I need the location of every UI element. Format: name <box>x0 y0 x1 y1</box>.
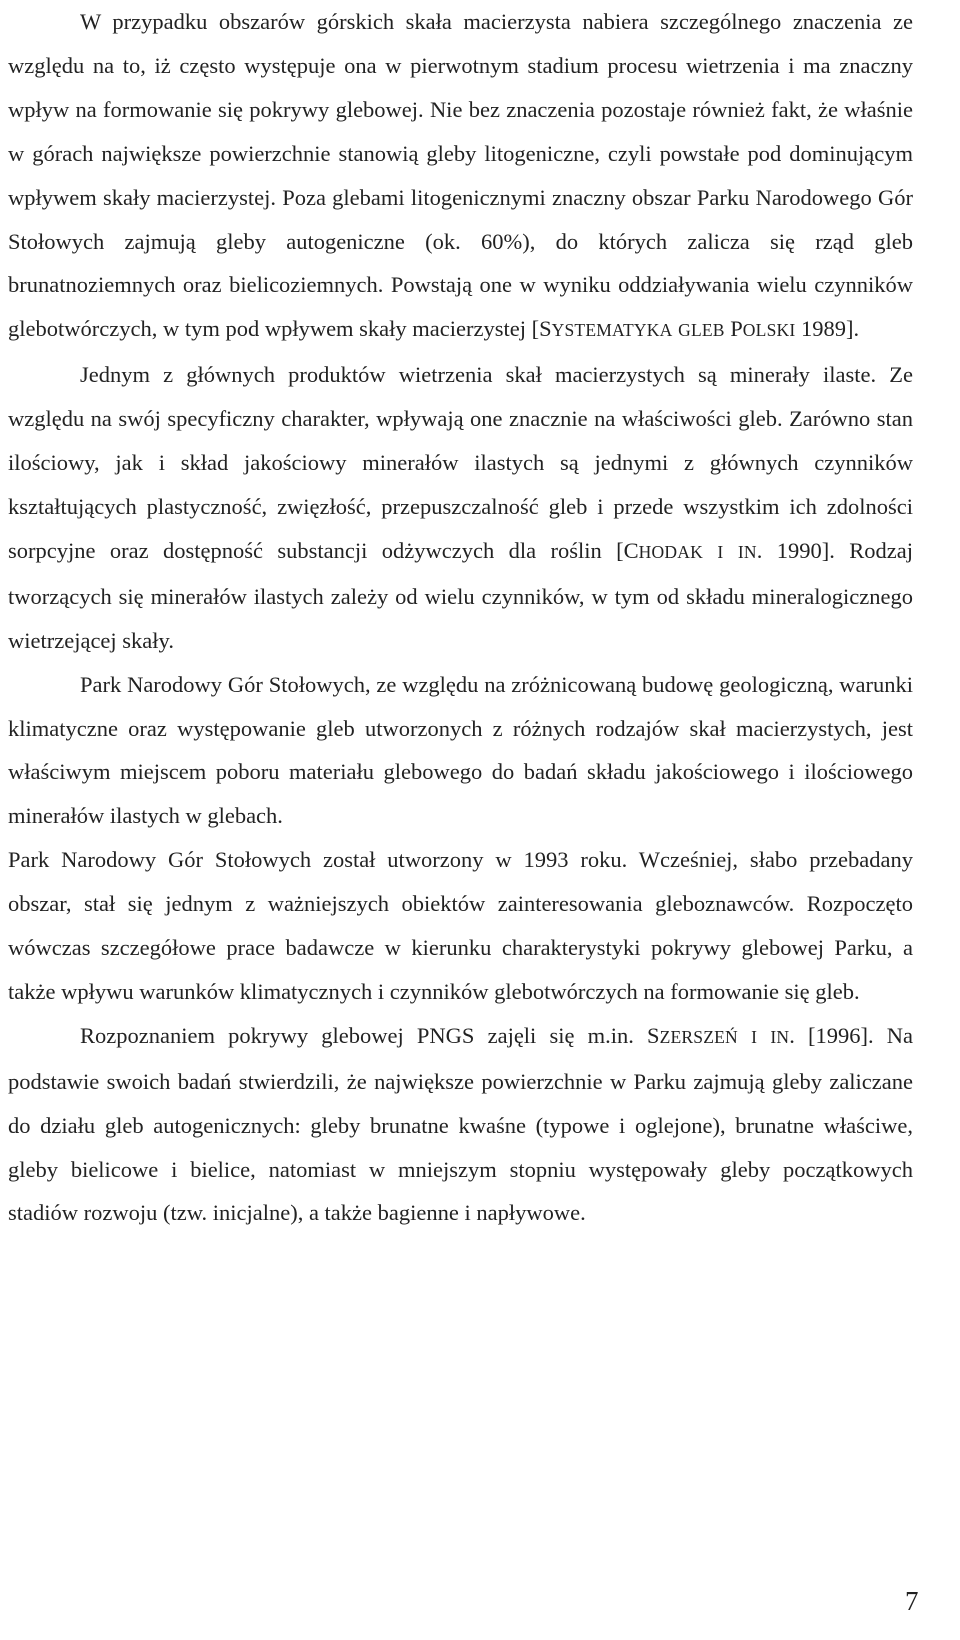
document-page <box>8 0 913 1235</box>
text-run: P <box>724 316 743 342</box>
text-run: Rozpoznaniem pokrywy glebowej PNGS zajęli się m.in. S <box>80 1022 660 1048</box>
small-caps-run: YSTEMATYKA <box>551 320 673 341</box>
paragraph-3 <box>8 663 913 839</box>
text-run: Park Narodowy Gór Stołowych, ze względu na zróżnicowaną budowę geologiczną, warunki klimatyczne oraz występowanie gleb utworzonych z różnych rodzajów skał macierzystych, jest właściwym miejscem poboru materiału glebowego do badań składu jakościowego i ilościowego minerałów ilastych w glebach. <box>8 671 913 829</box>
paragraph-5 <box>8 1014 913 1236</box>
small-caps-run: I <box>717 541 724 562</box>
small-caps-run: ZERSZEŃ <box>659 1026 738 1047</box>
paragraph-2 <box>8 353 913 662</box>
text-run <box>757 1023 770 1048</box>
text-run: Park Narodowy Gór Stołowych został utworzony w 1993 roku. Wcześniej, słabo przebadany obszar, stał się jednym z ważniejszych obiektów zainteresowania gleboznawców. Rozpoczęto wówczas szczegółowe prace badawcze w kierunku charakterystyki pokrywy glebowej Parku, a także wpływu warunków klimatycznych i czynników glebotwórczych na formowanie się gleb. <box>8 847 913 1004</box>
small-caps-run: HODAK <box>638 541 703 562</box>
text-run: Jednym z głównych produktów wietrzenia skał macierzystych są minerały ilaste. Ze względu na swój specyficzny charakter, wpływają one znacznie na właściwości gleb. Zarówno stan ilościowy, jak i skład jakościowy minerałów ilastych są jednymi z głównych czynników kształtujących plastyczność, zwięzłość, przepuszczalność gleb i przede wszystkim ich zdolności sorpcyjne oraz dostępność substancji odżywczych dla roślin [C <box>8 362 913 563</box>
page-number: 7 <box>905 1586 919 1616</box>
text-run <box>703 538 717 563</box>
text-run <box>738 1023 751 1048</box>
small-caps-run: OLSKI <box>742 320 796 341</box>
small-caps-run: IN <box>770 1026 790 1047</box>
text-run: . 1990]. Rodzaj tworzących się minerałów ilastych zależy od wielu czynników, w tym od składu mineralogicznego wietrzejącej skały. <box>8 537 914 653</box>
text-run: . [1996]. Na podstawie swoich badań stwierdzili, że największe powierzchnie w Parku zajmują gleby zaliczane do działu gleb autogenicznych: gleby brunatne kwaśne (typowe i oglejone), brunatne właściwe, gleby bielicowe i bielice, natomiast w mniejszym stopniu występowały gleby początkowych stadiów rozwoju (tzw. inicjalne), a także bagienne i napływowe. <box>8 1022 914 1226</box>
paragraph-4 <box>8 838 913 1014</box>
small-caps-run: I <box>751 1026 758 1047</box>
text-run: W przypadku obszarów górskich skała macierzysta nabiera szczególnego znaczenia ze względu na to, iż często występuje ona w pierwotnym stadium procesu wietrzenia i ma znaczny wpływ na formowanie się pokrywy glebowej. Nie bez znaczenia pozostaje również fakt, że właśnie w górach największe powierzchnie stanowią gleby litogeniczne, czyli powstałe pod dominującym wpływem skały macierzystej. Poza glebami litogenicznymi znaczny obszar Parku Narodowego Gór Stołowych zajmują gleby autogeniczne (ok. 60%), do których zalicza się rząd gleb brunatnoziemnych oraz bielicoziemnych. Powstają one w wyniku oddziaływania wielu czynników glebotwórczych, w tym pod wpływem skały macierzystej [S <box>8 9 913 342</box>
paragraph-1 <box>8 0 913 353</box>
small-caps-run: GLEB <box>678 320 725 341</box>
small-caps-run: IN <box>737 541 757 562</box>
text-run: 1989]. <box>795 316 860 342</box>
text-run <box>723 538 737 563</box>
